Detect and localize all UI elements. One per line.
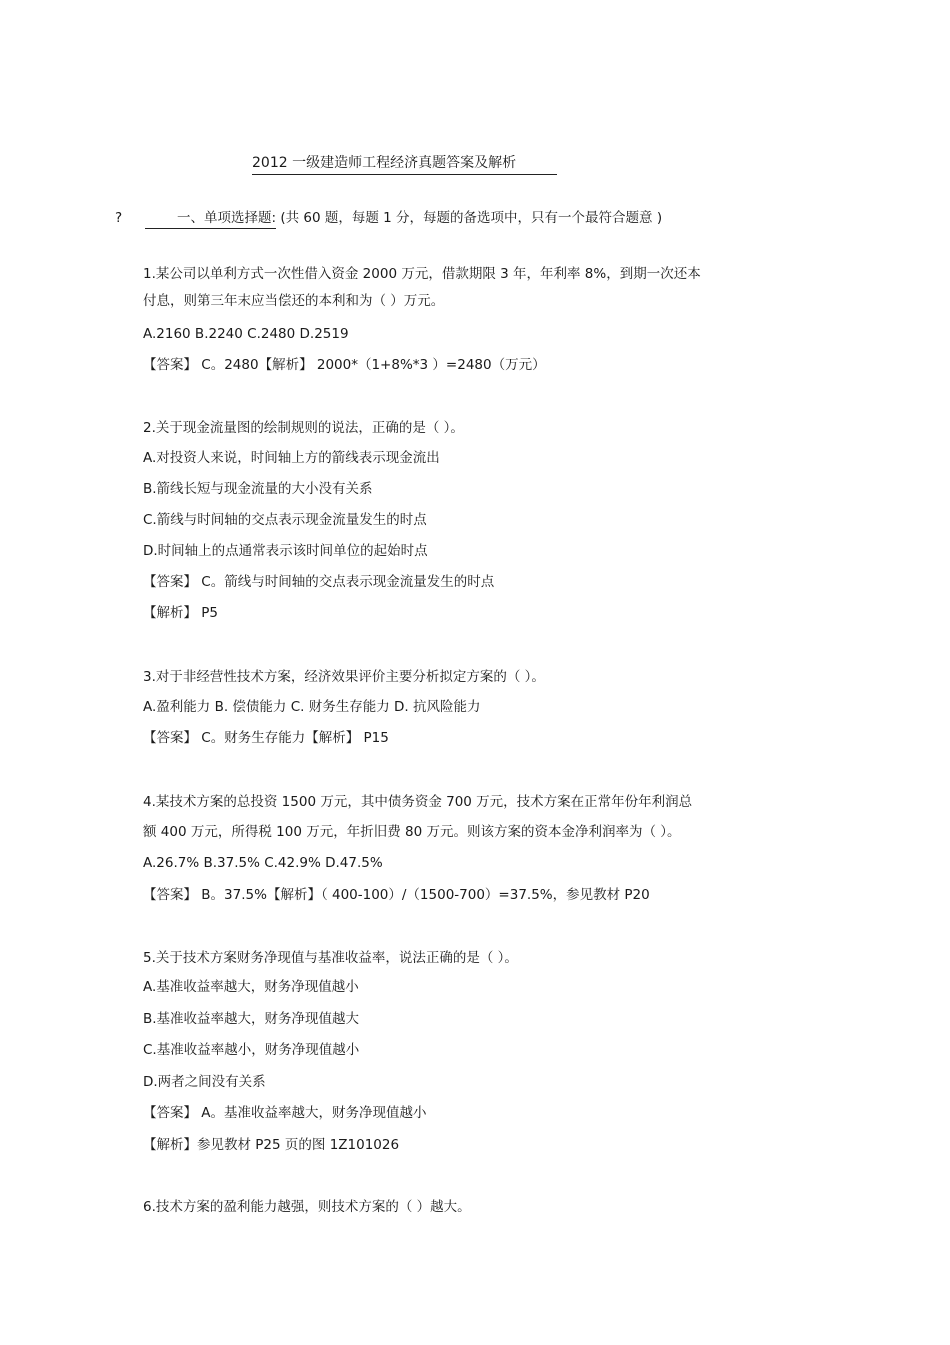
q2-explanation: 【解析】 P5	[143, 605, 219, 621]
q5-answer: 【答案】 A。基准收益率越大，财务净现值越小	[143, 1105, 427, 1121]
q3-stem: 3.对于非经营性技术方案，经济效果评价主要分析拟定方案的（ ）。	[143, 669, 545, 685]
section-heading	[115, 208, 662, 229]
q1-answer: 【答案】 C。2480【解析】 2000*（1+8%*3 ）=2480（万元）	[143, 357, 546, 373]
q2-option-d: D.时间轴上的点通常表示该时间单位的起始时点	[143, 543, 428, 559]
q2-stem: 2.关于现金流量图的绘制规则的说法，正确的是（ ）。	[143, 420, 464, 436]
q5-option-c: C.基准收益率越小，财务净现值越小	[143, 1042, 360, 1058]
q2-option-c: C.箭线与时间轴的交点表示现金流量发生的时点	[143, 512, 427, 528]
q2-answer: 【答案】 C。箭线与时间轴的交点表示现金流量发生的时点	[143, 574, 495, 590]
q5-stem: 5.关于技术方案财务净现值与基准收益率，说法正确的是（ ）。	[143, 950, 518, 966]
q2-option-b: B.箭线长短与现金流量的大小没有关系	[143, 481, 373, 497]
q5-explanation: 【解析】参见教材 P25 页的图 1Z101026	[143, 1137, 400, 1153]
section-label: 一、单项选择题:	[145, 208, 276, 229]
q5-option-d: D.两者之间没有关系	[143, 1074, 266, 1090]
q3-options: A.盈利能力 B. 偿债能力 C. 财务生存能力 D. 抗风险能力	[143, 699, 481, 715]
q5-option-a: A.基准收益率越大，财务净现值越小	[143, 979, 359, 995]
q4-answer: 【答案】 B。37.5%【解析】（ 400-100）/（1500-700）=37.5%，参见教材 P20	[143, 887, 650, 903]
q1-line-2: 付息，则第三年末应当偿还的本利和为（ ）万元。	[143, 293, 445, 309]
section-text: (共 60 题，每题 1 分，每题的备选项中，只有一个最符合题意 )	[276, 210, 663, 226]
q2-option-a: A.对投资人来说，时间轴上方的箭线表示现金流出	[143, 450, 440, 466]
q5-option-b: B.基准收益率越大，财务净现值越大	[143, 1011, 360, 1027]
q6-stem: 6.技术方案的盈利能力越强，则技术方案的（ ）越大。	[143, 1199, 471, 1215]
q3-answer: 【答案】 C。财务生存能力【解析】 P15	[143, 730, 389, 746]
bullet-marker: ?	[115, 210, 123, 226]
q4-options: A.26.7% B.37.5% C.42.9% D.47.5%	[143, 855, 383, 871]
q4-line-2: 额 400 万元，所得税 100 万元，年折旧费 80 万元。则该方案的资本金净利润率为（ ）。	[143, 824, 681, 840]
q4-line-1: 4.某技术方案的总投资 1500 万元，其中债务资金 700 万元，技术方案在正常年份年利润总	[143, 794, 693, 810]
q1-line-1: 1.某公司以单利方式一次性借入资金 2000 万元，借款期限 3 年，年利率 8%，到期一次还本	[143, 266, 701, 282]
page-title: 2012 一级建造师工程经济真题答案及解析	[252, 153, 557, 175]
q1-options: A.2160 B.2240 C.2480 D.2519	[143, 326, 349, 342]
